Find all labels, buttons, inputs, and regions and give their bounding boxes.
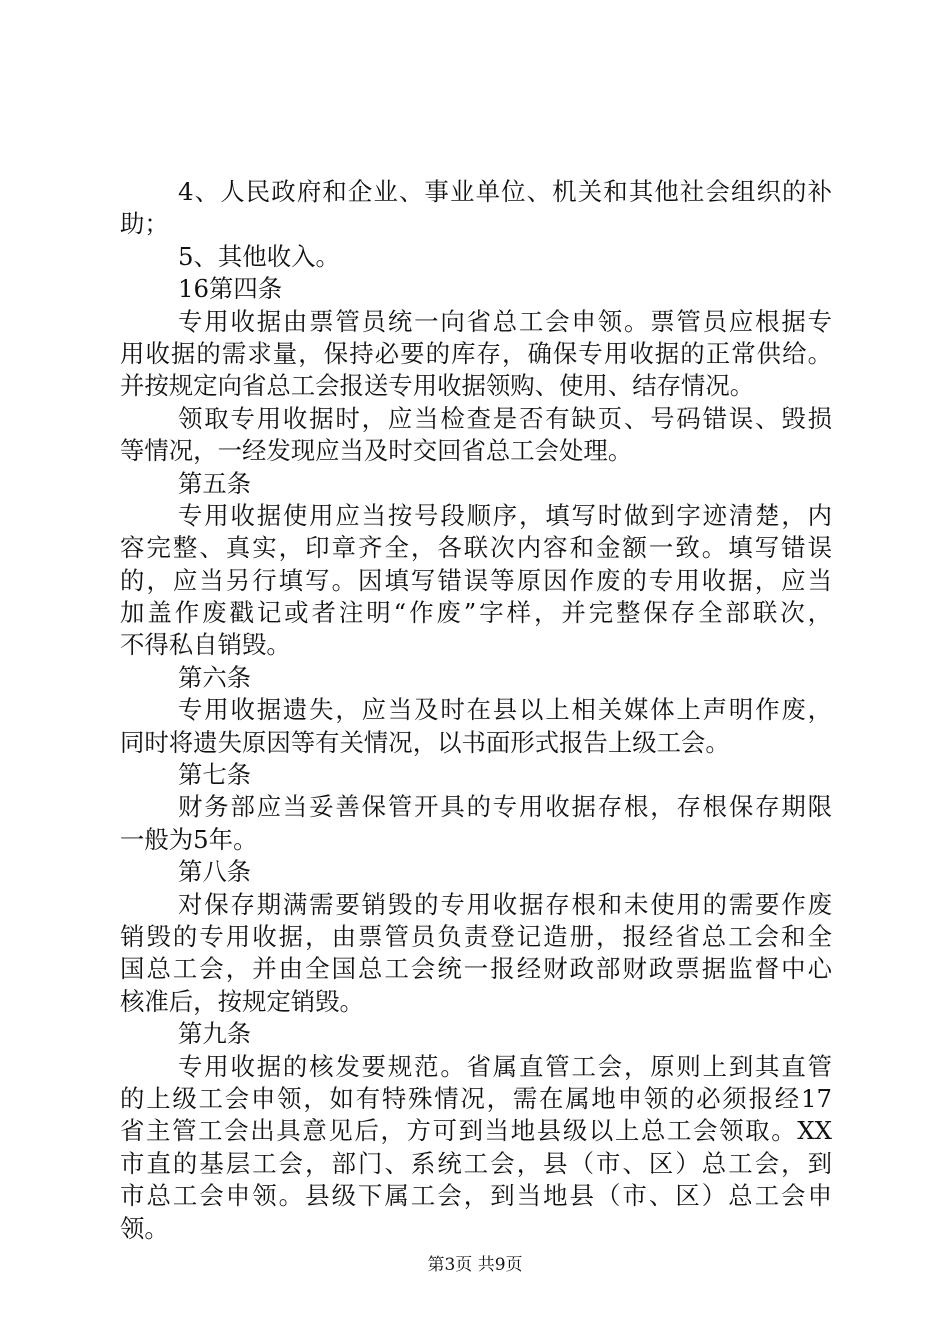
text-line: 领。 <box>120 1213 169 1243</box>
text-line: 财务部应当妥善保管开具的专用收据存根，存根保存期限 <box>178 792 832 822</box>
text-line: 容完整、真实，印章齐全，各联次内容和金额一致。填写错误 <box>120 533 832 563</box>
text-line: 第八条 <box>178 857 252 887</box>
text-line: 第六条 <box>178 662 252 692</box>
text-line: 一般为5年。 <box>120 824 258 854</box>
text-line: 并按规定向省总工会报送专用收据领购、使用、结存情况。 <box>120 371 755 401</box>
text-line: 市总工会申领。县级下属工会，到当地县（市、区）总工会申 <box>120 1181 832 1211</box>
text-line: 加盖作废戳记或者注明“作废”字样，并完整保存全部联次， <box>120 598 832 628</box>
text-line: 国总工会，并由全国总工会统一报经财政部财政票据监督中心 <box>120 954 832 984</box>
text-line: 对保存期满需要销毁的专用收据存根和未使用的需要作废 <box>178 889 832 919</box>
text-line: 专用收据由票管员统一向省总工会申领。票管员应根据专 <box>178 306 832 336</box>
text-line: 等情况，一经发现应当及时交回省总工会处理。 <box>120 436 633 466</box>
text-line: 专用收据使用应当按号段顺序，填写时做到字迹清楚，内 <box>178 500 832 530</box>
text-line: 同时将遗失原因等有关情况，以书面形式报告上级工会。 <box>120 727 730 757</box>
text-line: 专用收据遗失，应当及时在县以上相关媒体上声明作废， <box>178 695 832 725</box>
text-line: 的，应当另行填写。因填写错误等原因作废的专用收据，应当 <box>120 565 832 595</box>
text-line: 领取专用收据时，应当检查是否有缺页、号码错误、毁损 <box>178 403 832 433</box>
text-line: 助； <box>120 209 169 239</box>
text-line: 省主管工会出具意见后，方可到当地县级以上总工会领取。XX <box>120 1116 832 1146</box>
text-line: 核准后，按规定销毁。 <box>120 986 364 1016</box>
text-line: 市直的基层工会，部门、系统工会，县（市、区）总工会，到 <box>120 1148 832 1178</box>
text-line: 4、人民政府和企业、事业单位、机关和其他社会组织的补 <box>178 177 832 206</box>
text-line: 专用收据的核发要规范。省属直管工会，原则上到其直管 <box>178 1051 832 1081</box>
text-line: 销毁的专用收据，由票管员负责登记造册，报经省总工会和全 <box>120 921 832 951</box>
text-line: 16第四条 <box>178 274 283 304</box>
text-line: 第五条 <box>178 468 252 498</box>
text-line: 第九条 <box>178 1019 252 1049</box>
text-line: 第七条 <box>178 760 252 790</box>
page-footer: 第3页 共9页 <box>427 1255 523 1275</box>
text-line: 用收据的需求量，保持必要的库存，确保专用收据的正常供给。 <box>120 338 832 368</box>
text-line: 的上级工会申领，如有特殊情况，需在属地申领的必须报经17 <box>120 1083 832 1113</box>
document-body <box>120 176 832 1245</box>
text-line: 5、其他收入。 <box>178 241 340 271</box>
text-line: 不得私自销毁。 <box>120 630 291 660</box>
